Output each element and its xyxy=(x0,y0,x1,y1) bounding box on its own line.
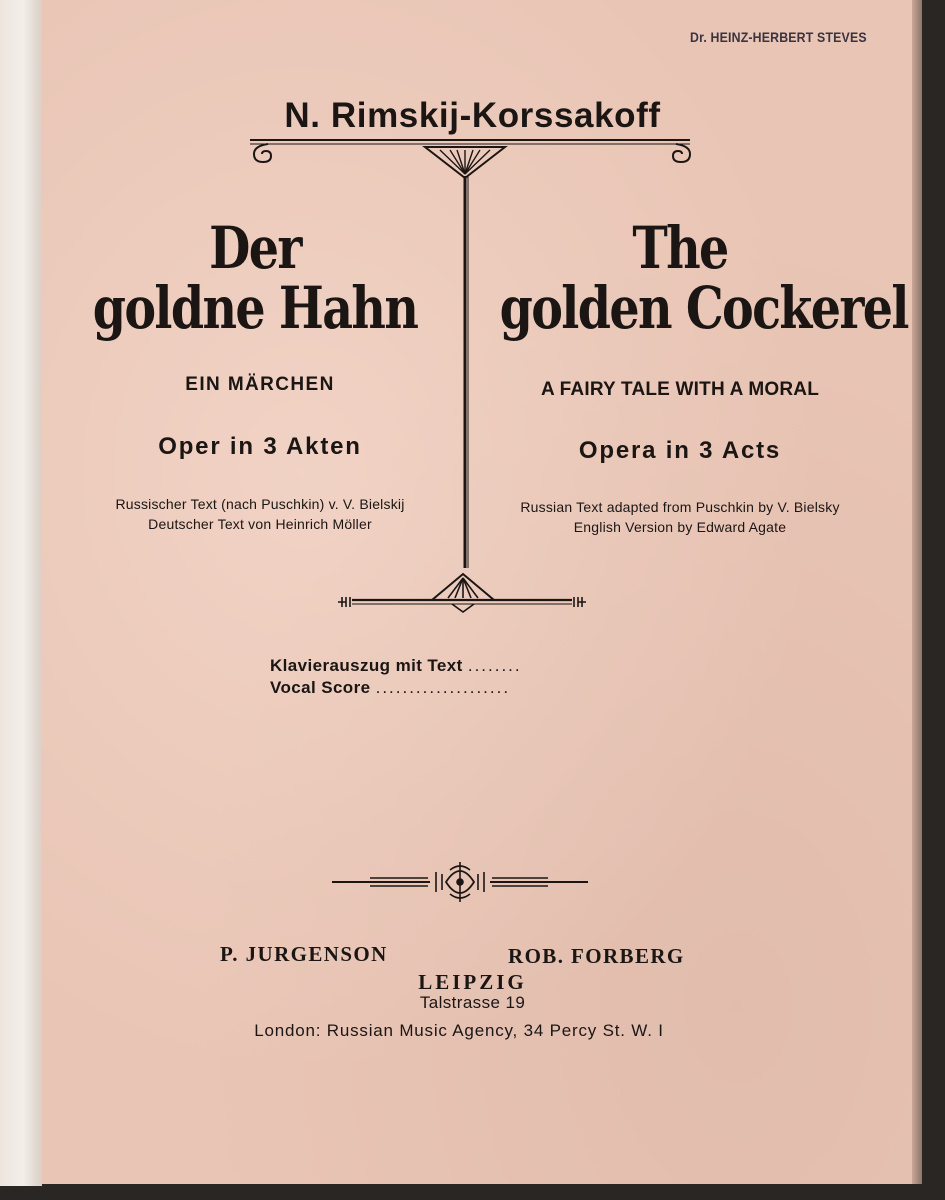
publisher-jurgenson: P. JURGENSON xyxy=(220,942,388,966)
publisher-forberg: ROB. FORBERG xyxy=(508,944,685,968)
english-title-line2: golden Cockerel xyxy=(499,274,908,342)
score-line-piano xyxy=(270,656,522,676)
score-vocal-dots: .................... xyxy=(375,678,511,697)
german-credit-line2: Deutscher Text von Heinrich Möller xyxy=(148,516,372,532)
english-credit-line2: English Version by Edward Agate xyxy=(573,519,787,535)
german-opera-line: Oper in 3 Akten xyxy=(158,433,362,460)
publisher-city: LEIPZIG xyxy=(418,970,527,994)
score-line-vocal xyxy=(270,678,510,698)
composer-name: N. Rimskij-Korssakoff xyxy=(284,96,661,135)
german-credit-line1: Russischer Text (nach Puschkin) v. V. Bielskij xyxy=(115,496,405,512)
score-vocal-label: Vocal Score xyxy=(270,678,371,697)
english-title-line1: The xyxy=(632,214,728,282)
german-title-line2: goldne Hahn xyxy=(92,274,418,342)
score-piano-dots: ........ xyxy=(467,656,522,675)
english-opera-line: Opera in 3 Acts xyxy=(578,437,782,464)
english-title xyxy=(499,214,908,342)
publisher-street: Talstrasse 19 xyxy=(419,993,526,1012)
german-title-line1: Der xyxy=(209,214,301,282)
top-ornament xyxy=(0,0,945,200)
english-subtitle: A FAIRY TALE WITH A MORAL xyxy=(540,379,819,400)
german-subtitle: EIN MÄRCHEN xyxy=(185,374,335,395)
middle-ornament xyxy=(0,560,945,620)
english-credits xyxy=(480,497,880,537)
bottom-ornament xyxy=(0,858,945,908)
score-piano-label: Klavierauszug mit Text xyxy=(270,656,463,675)
german-credits xyxy=(60,494,460,534)
owner-stamp: Dr. HEINZ-HERBERT STEVES xyxy=(690,29,867,45)
english-credit-line1: Russian Text adapted from Puschkin by V. Bielsky xyxy=(520,499,840,515)
london-agency: London: Russian Music Agency, 34 Percy St. W. I xyxy=(254,1021,664,1040)
german-title xyxy=(79,214,432,342)
